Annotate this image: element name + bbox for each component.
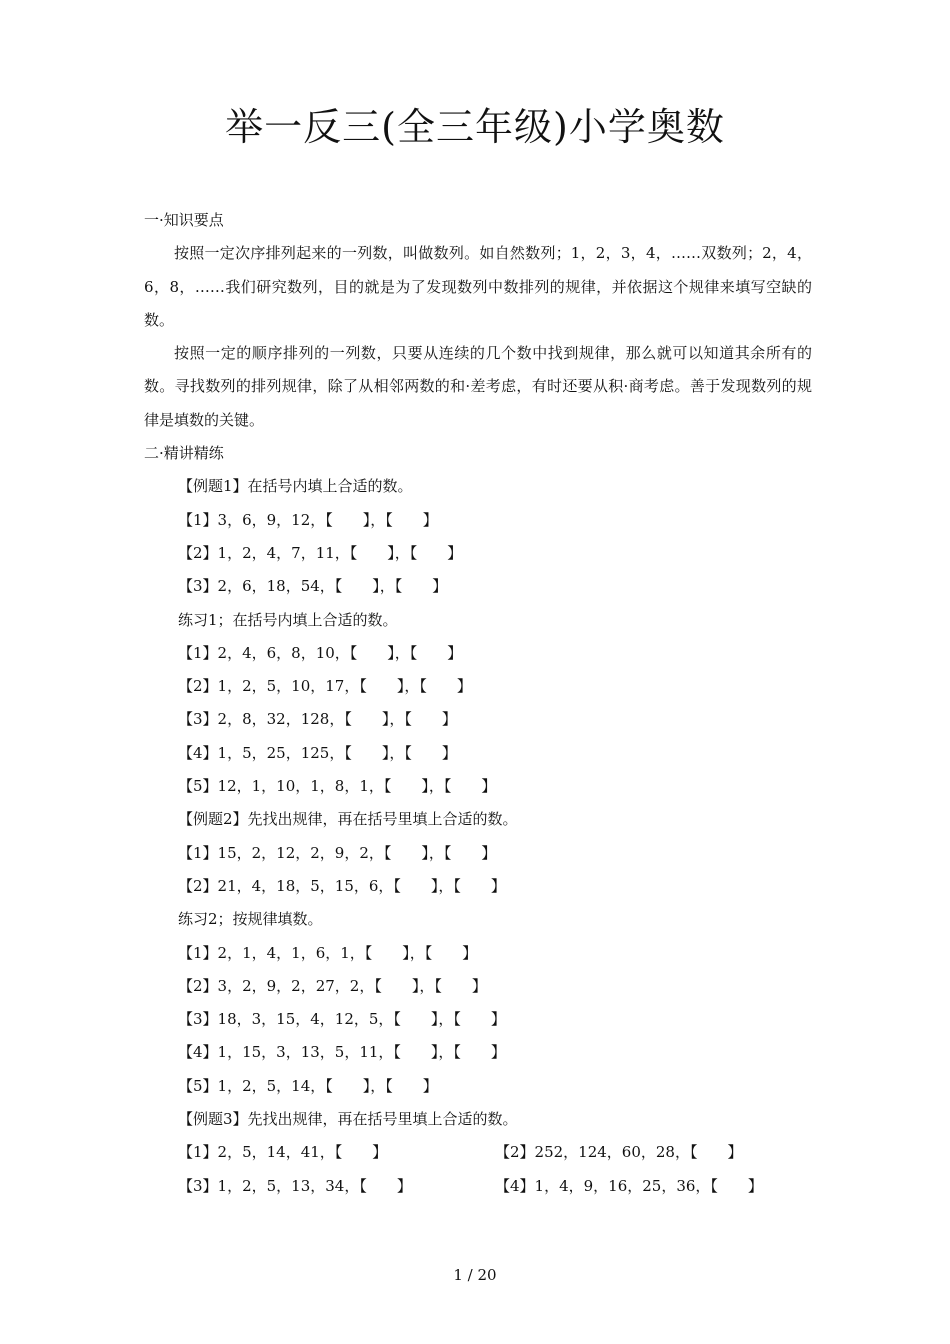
section-heading: 一·知识要点 <box>144 211 224 229</box>
text-line: 【5】12，1，10，1，8，1，【 】，【 】 <box>178 777 497 796</box>
exercise-left: 【3】1，2，5，13，34，【 】 <box>178 1176 412 1195</box>
text-line: 【例题3】先找出规律，再在括号里填上合适的数。 <box>178 1110 518 1129</box>
text-line: 【例题2】先找出规律，再在括号里填上合适的数。 <box>178 810 518 829</box>
exercise-right: 【4】1，4，9，16，25，36，【 】 <box>495 1176 763 1195</box>
text-line: 【4】1，15，3，13，5，11，【 】，【 】 <box>178 1043 506 1062</box>
text-line: 【1】2，1，4，1，6，1，【 】，【 】 <box>178 943 478 962</box>
paragraph: 按照一定次序排列起来的一列数，叫做数列。如自然数列；1，2，3，4，……双数列；2，4，6，8，……我们研究数列，目的就是为了发现数列中数排列的规律，并依据这个规律来填写空缺的数。 <box>144 244 812 329</box>
two-column-row <box>144 1170 812 1203</box>
exercise-left: 【1】2，5，14，41，【 】 <box>178 1143 388 1162</box>
text-line: 【2】1，2，4，7，11，【 】，【 】 <box>178 543 463 562</box>
text-line: 【1】2，4，6，8，10，【 】，【 】 <box>178 643 463 662</box>
document-title: 举一反三(全三年级)小学奥数 <box>225 105 725 149</box>
text-line: 【2】21，4，18，5，15，6，【 】，【 】 <box>178 876 506 895</box>
text-line: 【3】2，8，32，128，【 】，【 】 <box>178 710 457 729</box>
text-line: 练习1；在括号内填上合适的数。 <box>178 610 398 629</box>
text-line: 【2】1，2，5，10，17，【 】，【 】 <box>178 677 472 696</box>
text-line: 【4】1，5，25，125，【 】，【 】 <box>178 743 457 762</box>
text-line: 【3】2，6，18，54，【 】，【 】 <box>178 577 448 596</box>
page-number: 1 / 20 <box>453 1266 497 1284</box>
text-line: 【1】15，2，12，2，9，2，【 】，【 】 <box>178 843 497 862</box>
text-line: 【3】18，3，15，4，12，5，【 】，【 】 <box>178 1010 506 1029</box>
text-line: 【例题1】在括号内填上合适的数。 <box>178 477 413 496</box>
text-line: 【5】1，2，5，14，【 】，【 】 <box>178 1076 438 1095</box>
exercise-right: 【2】252，124，60，28，【 】 <box>495 1143 743 1162</box>
text-line: 练习2；按规律填数。 <box>178 910 323 929</box>
text-line: 【1】3，6，9，12，【 】，【 】 <box>178 510 438 529</box>
two-column-row <box>144 1136 812 1169</box>
section-heading: 二·精讲精练 <box>144 444 224 463</box>
document-body <box>144 204 812 1203</box>
text-line: 【2】3，2，9，2，27，2，【 】，【 】 <box>178 976 487 995</box>
paragraph: 按照一定的顺序排列的一列数，只要从连续的几个数中找到规律，那么就可以知道其余所有的数。寻找数列的排列规律，除了从相邻两数的和·差考虑，有时还要从积·商考虑。善于发现数列的规律是填数的关键。 <box>144 344 812 429</box>
